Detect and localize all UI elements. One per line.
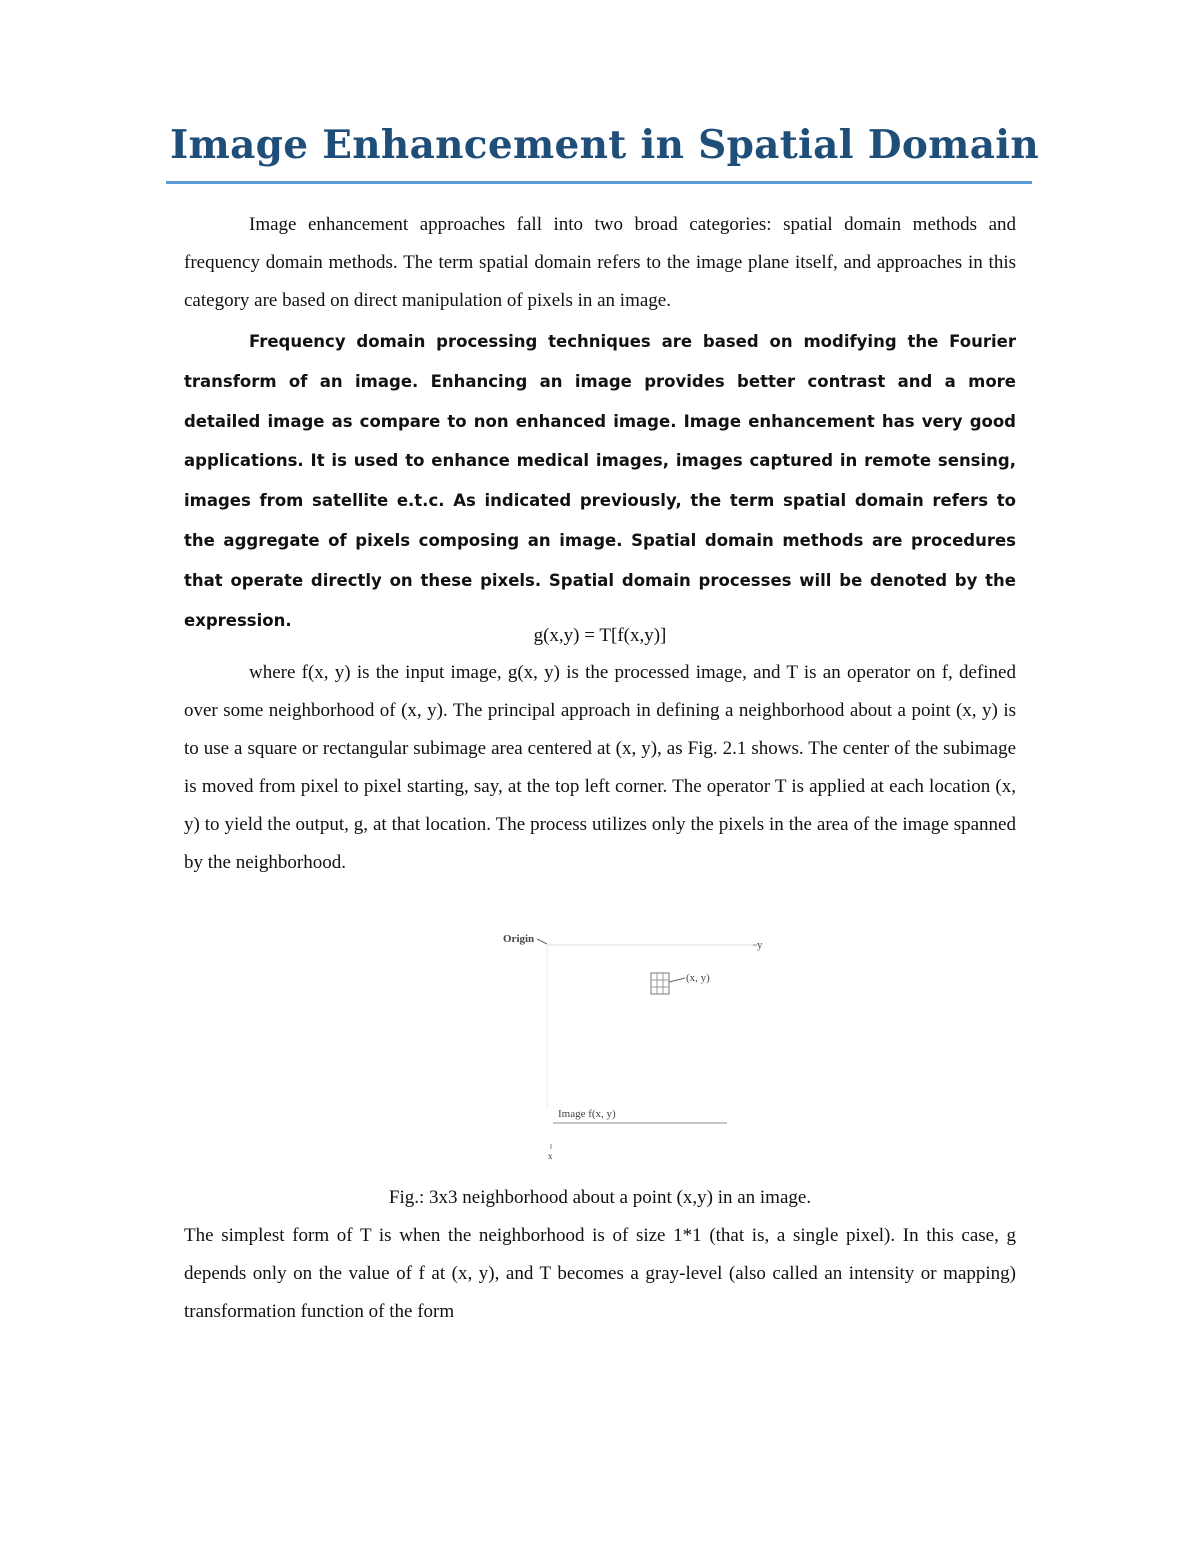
origin-label: Origin bbox=[503, 933, 535, 945]
x-axis-label: x bbox=[548, 1151, 553, 1161]
paragraph-simplest-form: The simplest form of T is when the neighborhood is of size 1*1 (that is, a single pixel). In this case, g depends only on the value of f at (x, y), and T becomes a gray-level (also called an intensity or mapping) transformation function of the form bbox=[184, 1225, 1016, 1322]
title-underline bbox=[166, 181, 1032, 184]
point-pointer-line bbox=[669, 978, 685, 982]
image-label: Image f(x, y) bbox=[558, 1108, 616, 1120]
paragraph-operator-definition: where f(x, y) is the input image, g(x, y) is the processed image, and T is an operator on f, defined over some neighborhood of (x, y). The principal approach in defining a neighborhood about a point (x, y) is to use a square or rectangular subimage area centered at (x, y), as Fig. 2.1 shows. The center of the subimage is moved from pixel to pixel starting, say, at the top left corner. The operator T is applied at each location (x, y) to yield the output, g, at that location. The process utilizes only the pixels in the area of the image spanned by the neighborhood. bbox=[184, 662, 1016, 873]
figure-caption: Fig.: 3x3 neighborhood about a point (x,y) in an image. bbox=[388, 1187, 812, 1208]
origin-arrow bbox=[537, 939, 547, 944]
equation: g(x,y) = T[f(x,y)] bbox=[533, 625, 667, 646]
neighborhood-grid bbox=[651, 973, 669, 994]
page-title: Image Enhancement in Spatial Domain bbox=[170, 122, 1040, 168]
neighborhood-figure bbox=[495, 925, 785, 1165]
paragraph-intro: Image enhancement approaches fall into two broad categories: spatial domain methods and frequency domain methods. The term spatial domain refers to the image plane itself, and approaches in this category are based on direct manipulation of pixels in an image. bbox=[184, 214, 1016, 311]
point-label: (x, y) bbox=[686, 972, 710, 984]
neighborhood-diagram bbox=[495, 925, 785, 1165]
paragraph-frequency-domain: Frequency domain processing techniques are based on modifying the Fourier transform of an image. Enhancing an image provides better contrast and a more detailed image as compare to non enhanced image. Image enhancement has very good applications. It is used to enhance medical images, images captured in remote sensing, images from satellite e.t.c. As indicated previously, the term spatial domain refers to the aggregate of pixels composing an image. Spatial domain methods are procedures that operate directly on these pixels. Spatial domain processes will be denoted by the expression. bbox=[184, 332, 1016, 630]
y-axis-label: y bbox=[757, 939, 763, 951]
